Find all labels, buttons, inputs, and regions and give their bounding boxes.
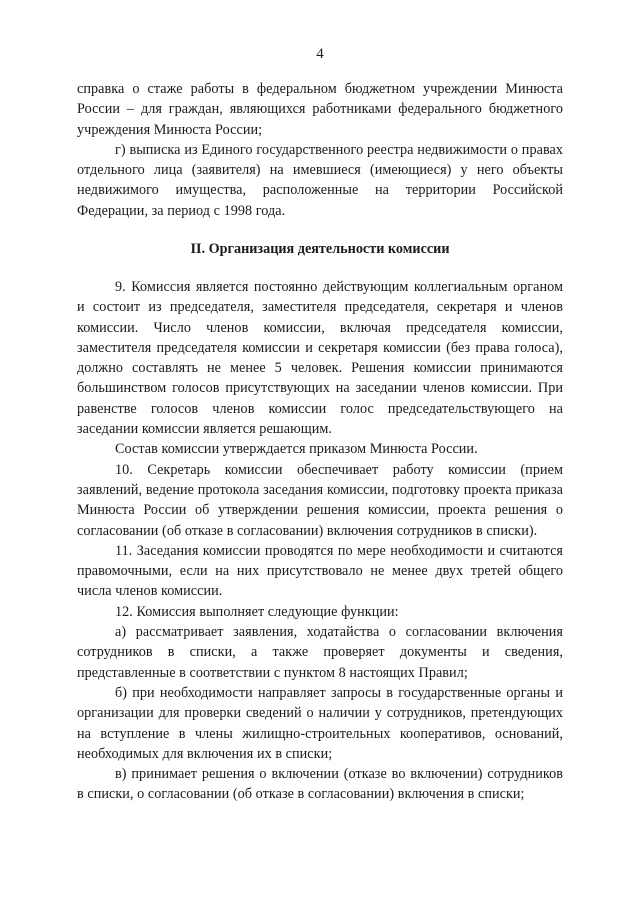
section-body bbox=[77, 277, 563, 805]
paragraph-real-estate-extract: г) выписка из Единого государственного реестра недвижимости о правах отдельного лица (заявителя) на имевшиеся (имеющиеся) у него объекты недвижимого имущества, расположенные на территории Российской Федерации, за период с 1998 года. bbox=[77, 141, 563, 219]
paragraph-10-secretary-duties: 10. Секретарь комиссии обеспечивает работу комиссии (прием заявлений, ведение протокола заседания комиссии, подготовку проекта приказа Минюста России об утверждении решения комиссии, проекта решения о согласовании (об отказе в согласовании) включения сотрудников в списки). bbox=[77, 461, 563, 539]
paragraph-12b-send-requests: б) при необходимости направляет запросы в государственные органы и организации для проверки сведений о наличии у сотрудников, претендующих на вступление в члены жилищно-строительных кооперативов, оснований, необходимых для включения их в списки; bbox=[77, 684, 563, 762]
paragraph-9-commission-composition: 9. Комиссия является постоянно действующим коллегиальным органом и состоит из председателя, заместителя председателя, секретаря и членов комиссии. Число членов комиссии, включая председателя комиссии, заместителя председателя комиссии и секретаря комиссии (без права голоса), должно составлять не менее 5 человек. Решения комиссии принимаются большинством голосов присутствующих на заседании членов комиссии. При равенстве голосов членов комиссии голос председательствующего на заседании комиссии является решающим. bbox=[77, 279, 563, 438]
paragraph-12-functions: 12. Комиссия выполняет следующие функции: bbox=[115, 603, 399, 620]
page-number: 4 bbox=[316, 46, 324, 62]
paragraph-commission-approval: Состав комиссии утверждается приказом Минюста России. bbox=[115, 441, 478, 458]
continuation-text-block bbox=[77, 79, 563, 221]
paragraph-11-meetings: 11. Заседания комиссии проводятся по мере необходимости и считаются правомочными, если на них присутствовало не менее двух третей общего числа членов комиссии. bbox=[77, 542, 563, 600]
paragraph-certificate-of-service: справка о стаже работы в федеральном бюджетном учреждении Минюста России – для граждан, являющихся работниками федерального бюджетного учреждения Минюста России; bbox=[77, 81, 563, 138]
paragraph-12a-review-applications: а) рассматривает заявления, ходатайства о согласовании включения сотрудников в списки, а также проверяет документы и сведения, представленные в соответствии с пунктом 8 настоящих Правил; bbox=[77, 624, 563, 681]
paragraph-12c-make-decisions: в) принимает решения о включении (отказе во включении) сотрудников в списки, о согласовании (об отказе в согласовании) включения в списки; bbox=[77, 766, 563, 803]
section-heading: II. Организация деятельности комиссии bbox=[190, 241, 450, 257]
